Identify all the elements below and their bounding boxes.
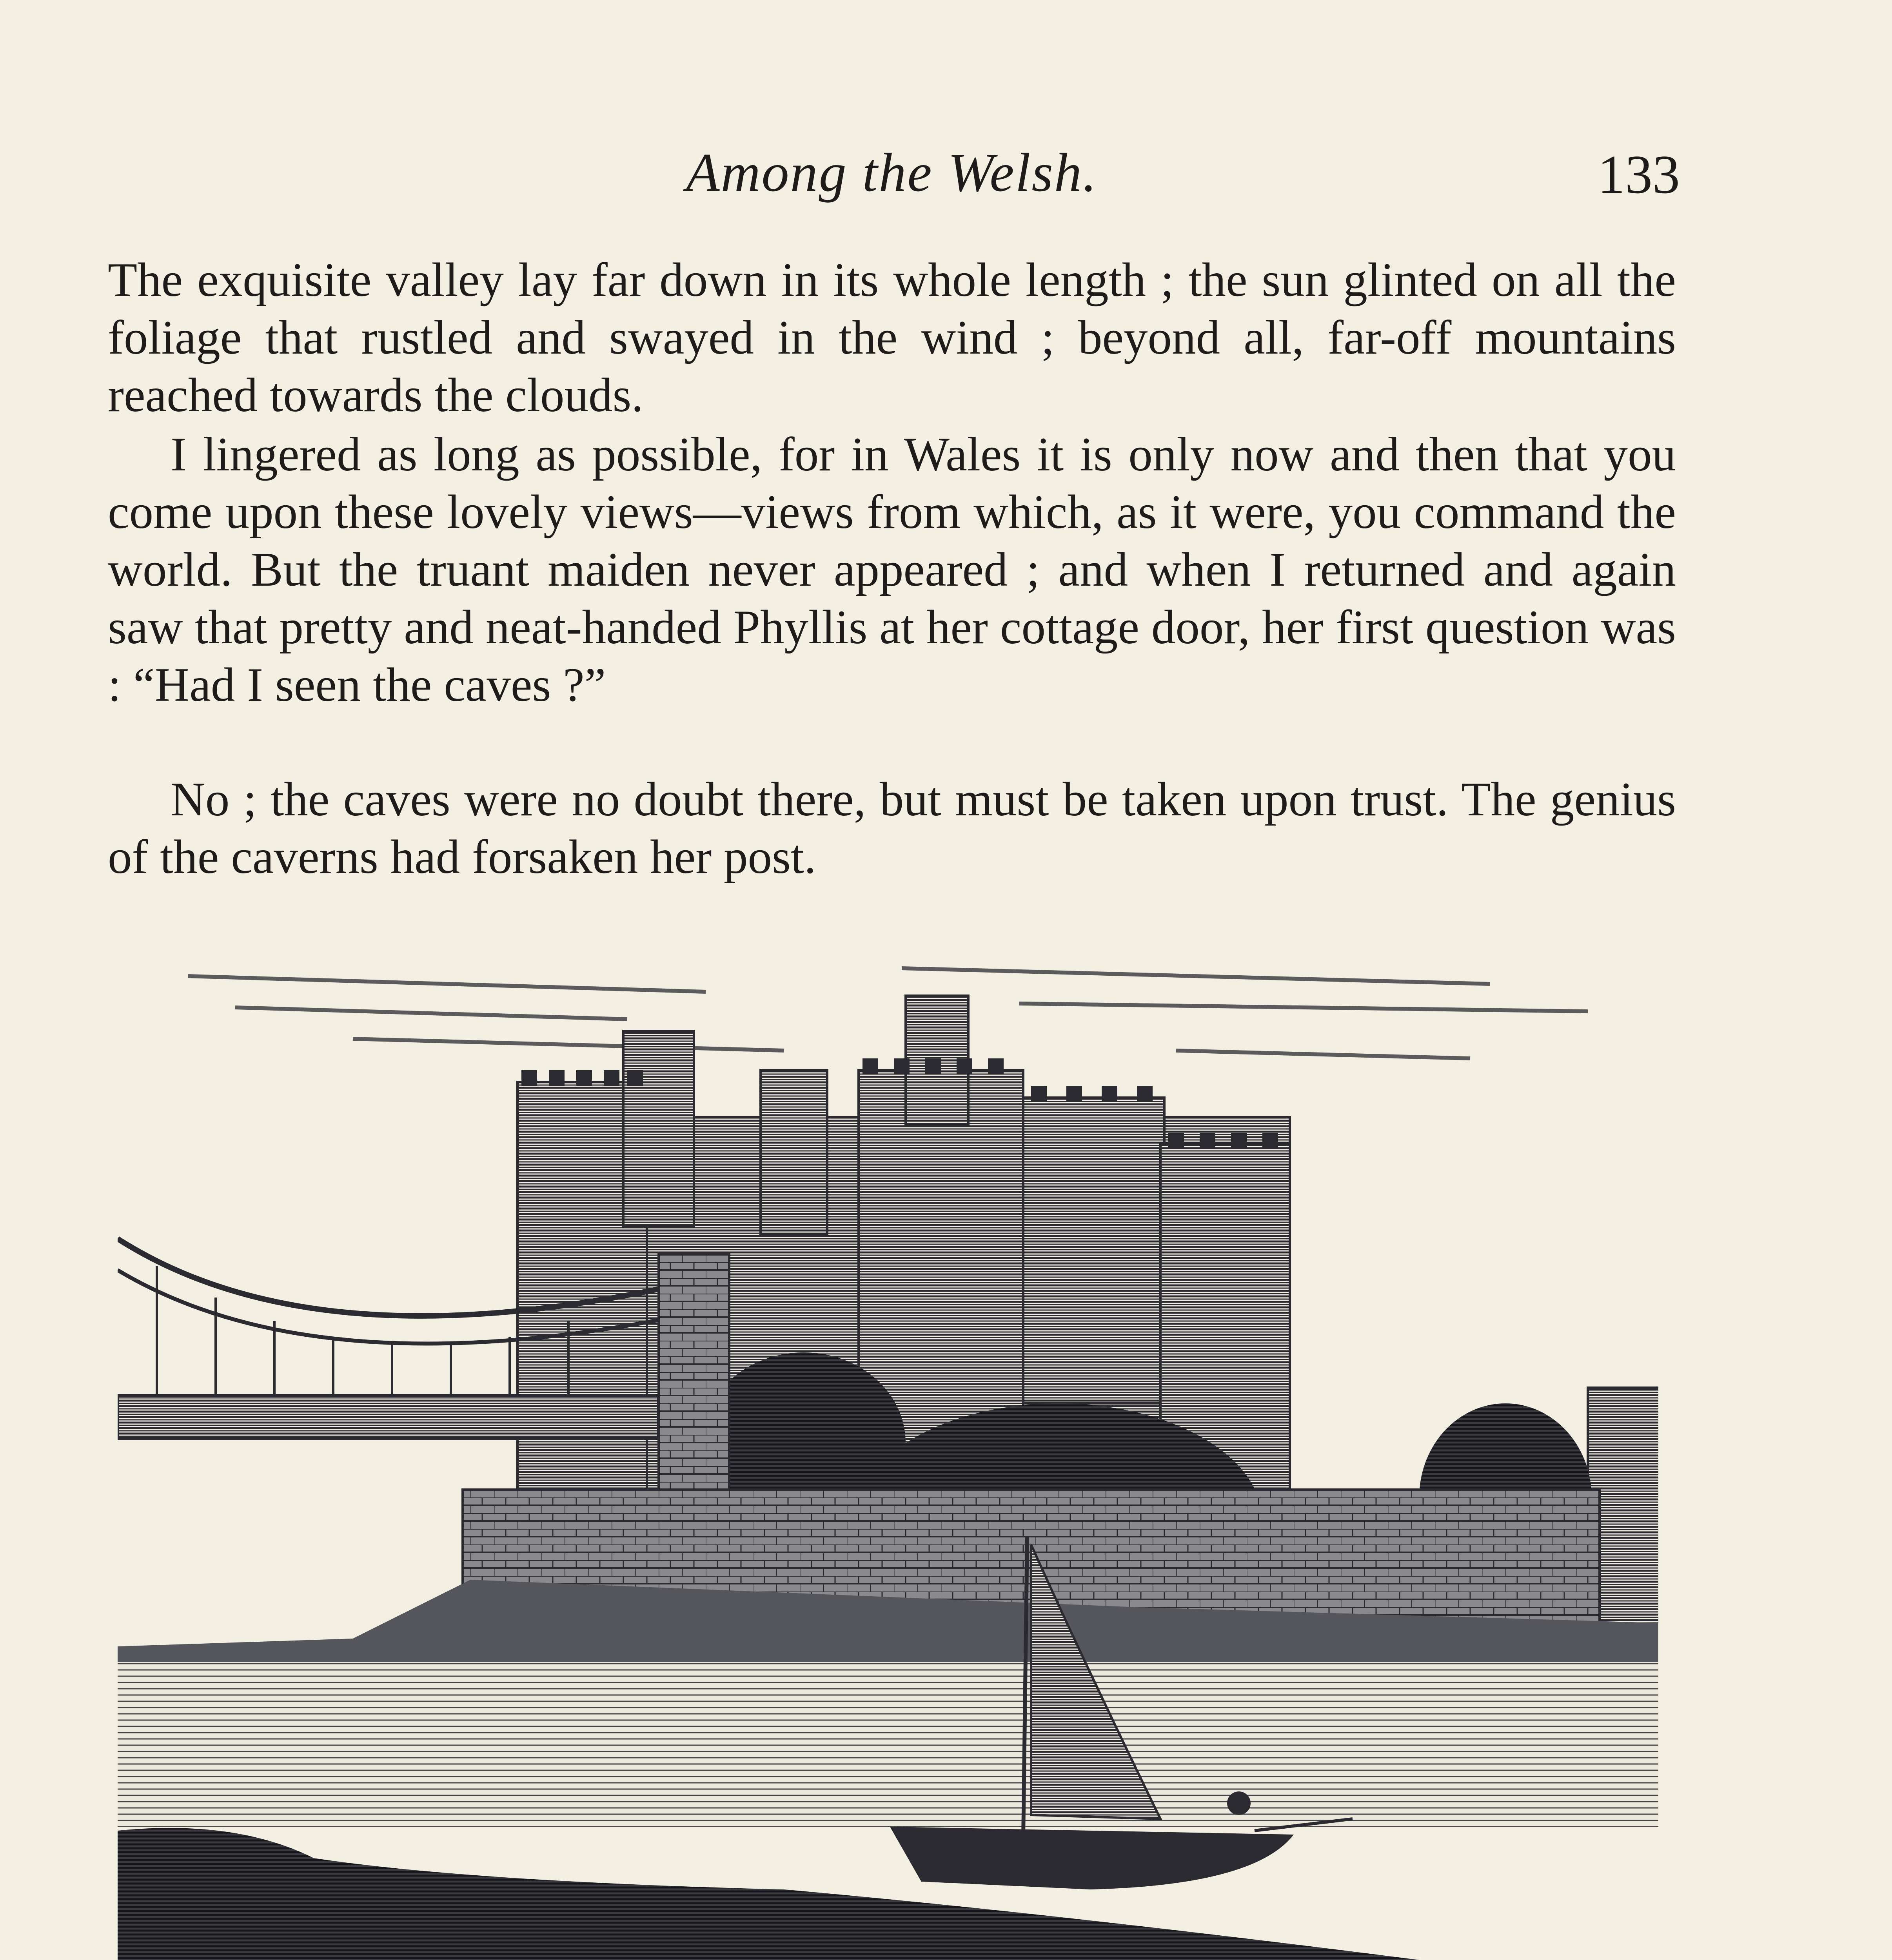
running-title: Among the Welsh. (686, 142, 1098, 203)
paragraph-caves: No ; the caves were no doubt there, but must be taken upon trust. The genius of the caverns had forsaken her post. (108, 772, 1676, 884)
paragraph-valley: The exquisite valley lay far down in its whole length ; the sun glinted on all the foliage that rustled and swayed in the wind ; beyond all, far-off mountains reached towards the clouds. (108, 253, 1676, 422)
page-number: 133 (1598, 144, 1680, 205)
paragraph-lingered: I lingered as long as possible, for in Wales it is only now and then that you come upon these lovely views—views from which, as it were, you command the world. But the truant maiden never appeared ; and when I returned and again saw that pretty and neat-handed Phyllis at her cottage door, her first question was : “Had I seen the caves ?” (108, 427, 1676, 711)
foreground-shore (118, 1828, 1658, 1960)
river (118, 1662, 1658, 1827)
conway-castle-engraving (118, 933, 1658, 1960)
sky-clouds (188, 968, 1588, 1058)
running-head (108, 141, 1680, 220)
